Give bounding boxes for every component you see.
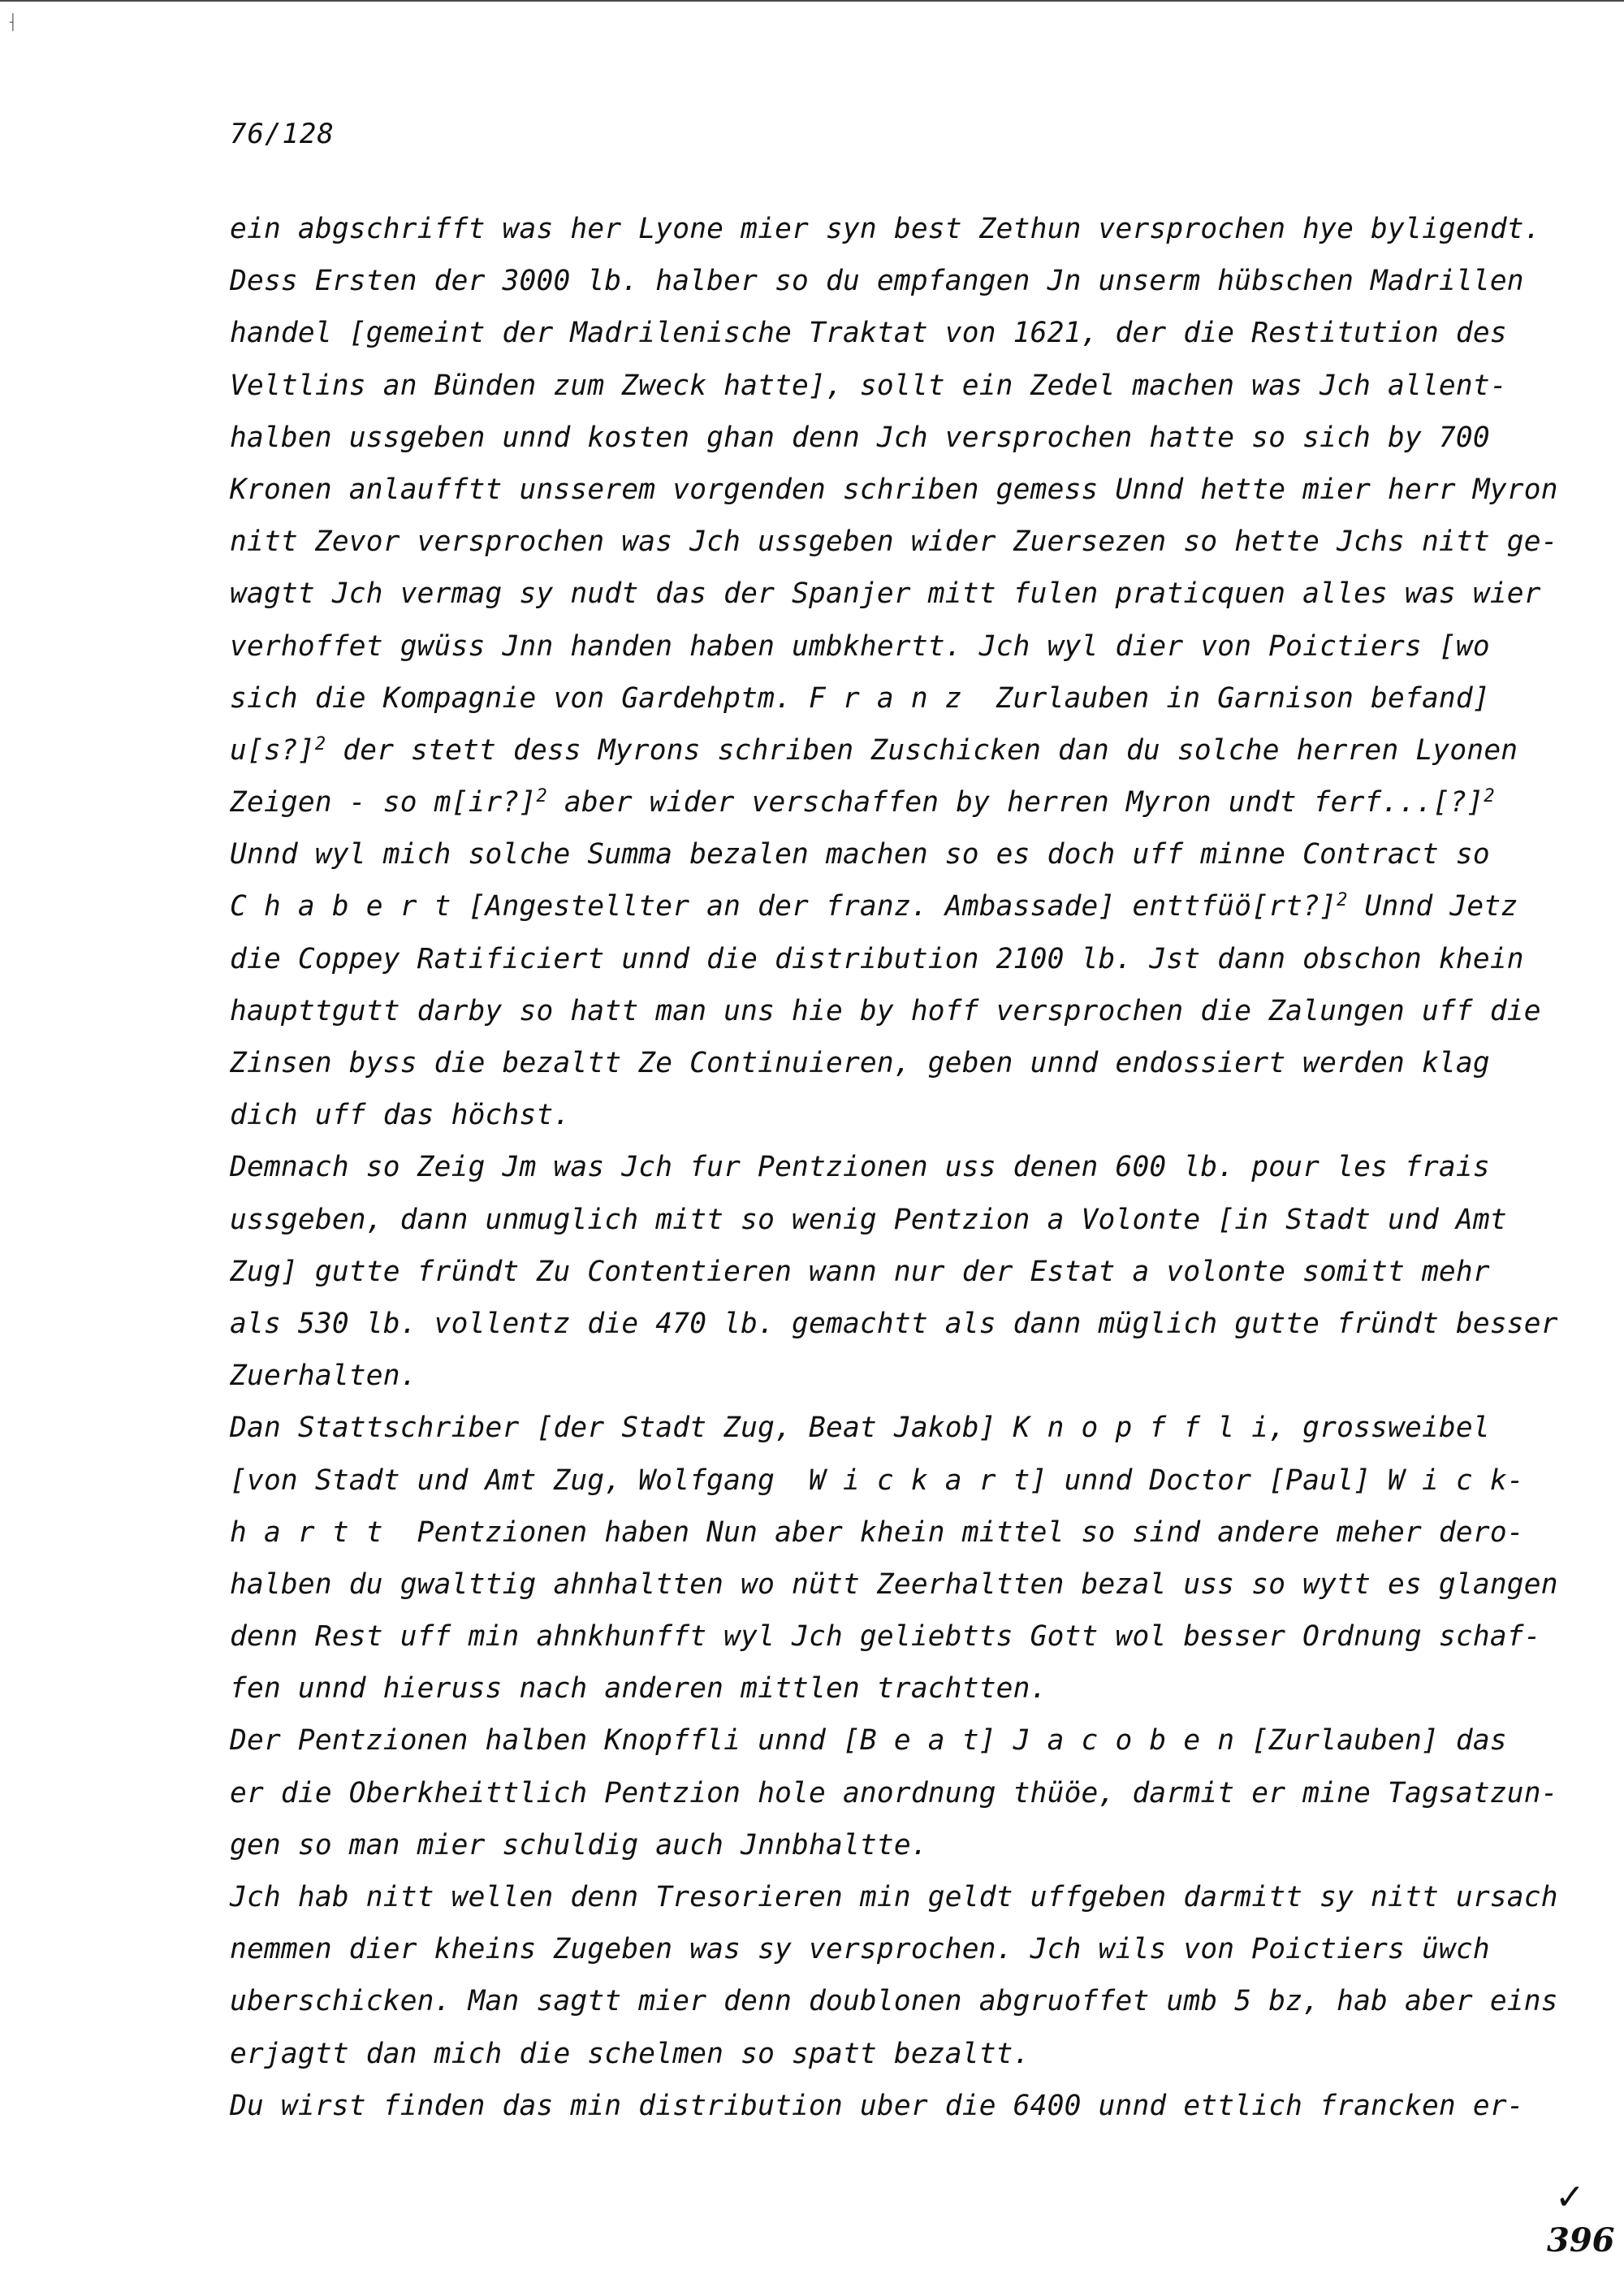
line-text: h a r t t Pentzionen haben Nun aber khein mittel so sind andere meher dero- <box>230 1516 1524 1549</box>
line-text: dich uff das höchst. <box>230 1099 571 1132</box>
line-text: als 530 lb. vollentz die 470 lb. gemachtt als dann müglich gutte fründt besser <box>230 1307 1558 1340</box>
line-text: Du wirst finden das min distribution uber die 6400 unnd ettlich francken er- <box>230 2089 1524 2122</box>
text-line <box>230 568 1561 620</box>
text-line <box>230 1402 1561 1454</box>
body-text <box>230 203 1561 2132</box>
line-text: C h a b e r t [Angestellter an der franz. Ambassade] enttfüö[rt?] <box>230 890 1337 923</box>
text-line <box>230 1819 1561 1871</box>
line-text: erjagtt dan mich die schelmen so spatt bezaltt. <box>230 2037 1030 2070</box>
text-line <box>230 516 1561 568</box>
text-line <box>230 724 1561 776</box>
text-line <box>230 255 1561 307</box>
text-line <box>230 412 1561 464</box>
text-line <box>230 464 1561 516</box>
line-text: Zuerhalten. <box>230 1360 417 1393</box>
text-line <box>230 2080 1561 2132</box>
line-text: nemmen dier kheins Zugeben was sy versprochen. Jch wils von Poictiers üwch <box>230 1933 1490 1966</box>
line-text: Dan Stattschriber [der Stadt Zug, Beat Jakob] K n o p f f l i, grossweibel <box>230 1412 1490 1445</box>
text-line <box>230 360 1561 412</box>
margin-mark: ⸡ <box>6 11 17 32</box>
footnote-superscript: 2 <box>314 733 326 755</box>
text-line <box>230 620 1561 672</box>
line-text: Zeigen - so m[ir?] <box>230 786 537 819</box>
line-text: Unnd wyl mich solche Summa bezalen machen so es doch uff minne Contract so <box>230 838 1490 871</box>
text-line <box>230 203 1561 255</box>
text-line <box>230 1714 1561 1766</box>
text-line <box>230 1507 1561 1559</box>
line-text: die Coppey Ratificiert unnd die distribution 2100 lb. Jst dann obschon khein <box>230 942 1524 975</box>
line-text: uberschicken. Man sagtt mier denn doublonen abgruoffet umb 5 bz, hab aber eins <box>230 1985 1558 2018</box>
text-line <box>230 2028 1561 2080</box>
text-line <box>230 1923 1561 1975</box>
text-line <box>230 1663 1561 1714</box>
page-number: 76/128 <box>230 118 335 150</box>
text-line <box>230 1089 1561 1141</box>
line-text: Dess Ersten der 3000 lb. halber so du empfangen Jn unserm hübschen Madrillen <box>230 265 1524 298</box>
text-line <box>230 828 1561 880</box>
handwritten-folio-number: 396 <box>1547 2221 1615 2259</box>
line-text: Veltlins an Bünden zum Zweck hatte], sollt ein Zedel machen was Jch allent- <box>230 369 1507 402</box>
top-border-line <box>0 0 1624 2</box>
text-line <box>230 1871 1561 1923</box>
text-line <box>230 1767 1561 1819</box>
footnote-superscript: 2 <box>1484 785 1495 806</box>
line-text: handel [gemeint der Madrilenische Traktat von 1621, der die Restitution des <box>230 317 1507 350</box>
text-line <box>230 1194 1561 1246</box>
text-line <box>230 307 1561 359</box>
checkmark-icon: ✓ <box>1555 2177 1585 2218</box>
line-text: ein abgschrifft was her Lyone mier syn best Zethun versprochen hye byligendt. <box>230 213 1541 245</box>
text-line <box>230 1611 1561 1663</box>
line-text: denn Rest uff min ahnkhunfft wyl Jch geliebtts Gott wol besser Ordnung schaf- <box>230 1620 1541 1654</box>
text-line <box>230 1350 1561 1402</box>
text-line <box>230 933 1561 985</box>
line-text: ussgeben, dann unmuglich mitt so wenig Pentzion a Volonte [in Stadt und Amt <box>230 1203 1507 1236</box>
line-text: Demnach so Zeig Jm was Jch fur Pentzionen uss denen 600 lb. pour les frais <box>230 1151 1490 1184</box>
line-text: [von Stadt und Amt Zug, Wolfgang W i c k a r t] unnd Doctor [Paul] W i c k- <box>230 1464 1524 1497</box>
line-text: Zinsen byss die bezaltt Ze Continuieren, geben unnd endossiert werden klag <box>230 1047 1490 1079</box>
line-text-continued: aber wider verschaffen by herren Myron undt ferf...[?] <box>546 786 1484 819</box>
line-text: fen unnd hieruss nach anderen mittlen trachtten. <box>230 1672 1047 1706</box>
line-text: Zug] gutte fründt Zu Contentieren wann nur der Estat a volonte somitt mehr <box>230 1255 1490 1288</box>
text-line <box>230 1559 1561 1611</box>
text-line <box>230 1141 1561 1193</box>
footnote-superscript: 2 <box>536 785 547 806</box>
text-line <box>230 880 1561 932</box>
text-line <box>230 1298 1561 1350</box>
text-line <box>230 1037 1561 1089</box>
text-line <box>230 776 1561 828</box>
line-text: gen so man mier schuldig auch Jnnbhaltte. <box>230 1828 928 1861</box>
line-text: er die Oberkheittlich Pentzion hole anordnung thüöe, darmit er mine Tagsatzun- <box>230 1776 1558 1810</box>
line-text: halben du gwalttig ahnhaltten wo nütt Zeerhaltten bezal uss so wytt es glangen <box>230 1567 1558 1601</box>
line-text: nitt Zevor versprochen was Jch ussgeben wider Zuersezen so hette Jchs nitt ge- <box>230 525 1558 559</box>
text-line <box>230 672 1561 724</box>
text-line <box>230 1246 1561 1298</box>
line-text: Kronen anlaufftt unsserem vorgenden schriben gemess Unnd hette mier herr Myron <box>230 473 1558 506</box>
line-text: wagtt Jch vermag sy nudt das der Spanjer mitt fulen praticquen alles was wier <box>230 577 1541 611</box>
text-line <box>230 1975 1561 2027</box>
line-text: halben ussgeben unnd kosten ghan denn Jch versprochen hatte so sich by 700 <box>230 421 1490 454</box>
line-text: verhoffet gwüss Jnn handen haben umbkhertt. Jch wyl dier von Poictiers [wo <box>230 629 1490 663</box>
line-text: haupttgutt darby so hatt man uns hie by hoff versprochen die Zalungen uff die <box>230 994 1541 1027</box>
text-line <box>230 1455 1561 1507</box>
line-text: sich die Kompagnie von Gardehptm. F r a n z Zurlauben in Garnison befand] <box>230 681 1490 715</box>
line-text: u[s?] <box>230 733 315 767</box>
line-text-continued: der stett dess Myrons schriben Zuschicken dan du solche herren Lyonen <box>326 733 1518 767</box>
line-text: Der Pentzionen halben Knopffli unnd [B e a t] J a c o b e n [Zurlauben] das <box>230 1724 1507 1758</box>
footnote-superscript: 2 <box>1337 890 1348 911</box>
line-text: Jch hab nitt wellen denn Tresorieren min geldt uffgeben darmitt sy nitt ursach <box>230 1881 1558 1913</box>
text-line <box>230 985 1561 1037</box>
line-text-continued: Unnd Jetz <box>1347 890 1518 923</box>
